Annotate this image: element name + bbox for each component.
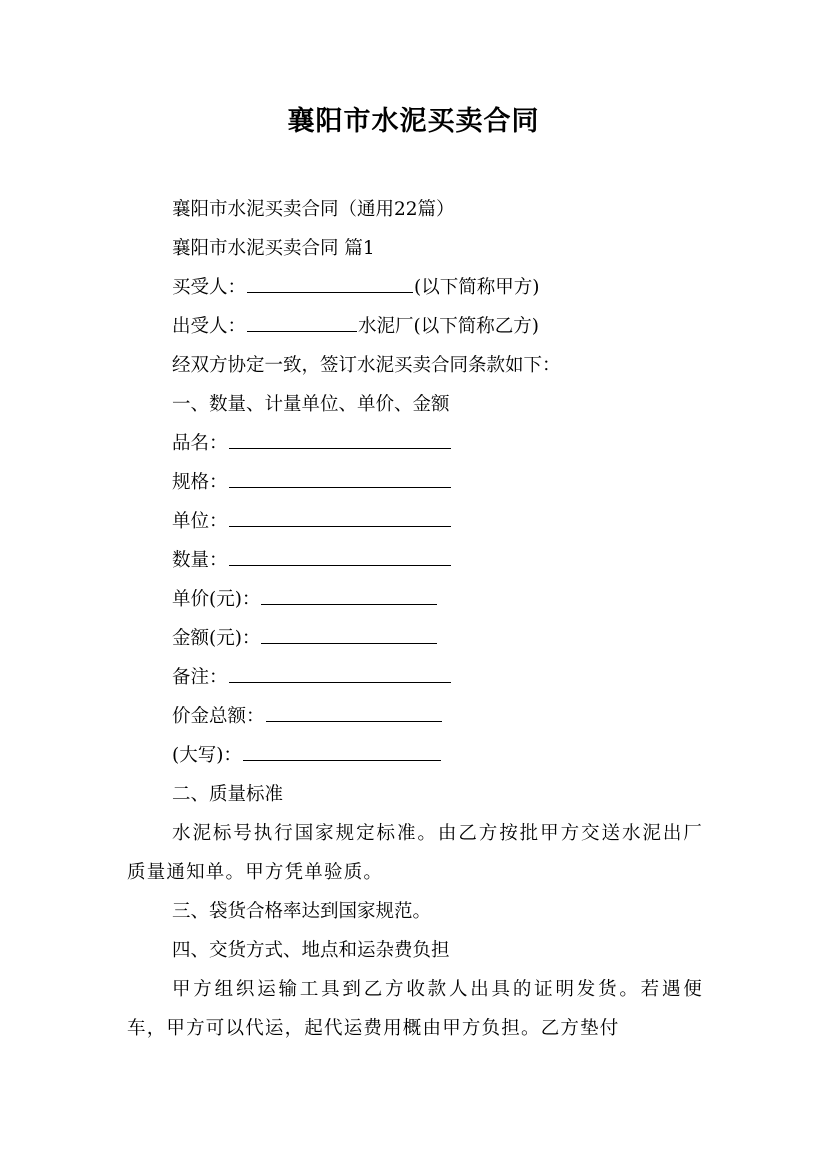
seller-label: 出受人： <box>172 316 247 337</box>
unit-line <box>127 502 703 541</box>
capital-label: (大写)： <box>172 745 242 766</box>
unit-price-line <box>127 580 703 619</box>
document-body <box>127 190 703 1048</box>
total-label: 价金总额： <box>172 706 265 727</box>
section-2-heading: 二、质量标准 <box>172 784 284 805</box>
agreement-line: 经双方协定一致，签订水泥买卖合同条款如下： <box>172 355 561 376</box>
buyer-label: 买受人： <box>172 277 247 298</box>
quantity-label: 数量： <box>172 550 228 571</box>
remark-label: 备注： <box>172 667 228 688</box>
remark-line <box>127 658 703 697</box>
remark-blank <box>229 660 451 683</box>
seller-blank <box>247 309 357 332</box>
seller-line <box>127 307 703 346</box>
section-3-heading: 三、袋货合格率达到国家规范。 <box>172 901 432 922</box>
unit-price-label: 单价(元)： <box>172 589 261 610</box>
total-blank <box>266 699 442 722</box>
quality-paragraph: 水泥标号执行国家规定标准。由乙方按批甲方交送水泥出厂质量通知单。甲方凭单验质。 <box>127 823 703 883</box>
capital-blank <box>243 738 441 761</box>
subtitle-line: 襄阳市水泥买卖合同（通用22篇） <box>172 199 455 220</box>
capital-line <box>127 736 703 775</box>
product-name-label: 品名： <box>172 433 228 454</box>
unit-label: 单位： <box>172 511 228 532</box>
spec-blank <box>229 465 451 488</box>
quantity-line <box>127 541 703 580</box>
buyer-blank <box>247 270 413 293</box>
product-name-line <box>127 424 703 463</box>
amount-label: 金额(元)： <box>172 628 261 649</box>
document-title: 襄阳市水泥买卖合同 <box>287 106 540 137</box>
buyer-line <box>127 268 703 307</box>
amount-line <box>127 619 703 658</box>
buyer-suffix: (以下简称甲方) <box>414 277 540 298</box>
spec-line <box>127 463 703 502</box>
section-4-heading: 四、交货方式、地点和运杂费负担 <box>172 940 450 961</box>
unit-blank <box>229 504 451 527</box>
total-line <box>127 697 703 736</box>
amount-blank <box>261 621 437 644</box>
product-name-blank <box>229 426 451 449</box>
chapter-heading: 襄阳市水泥买卖合同 篇1 <box>172 238 375 259</box>
seller-suffix: 水泥厂(以下简称乙方) <box>358 316 539 337</box>
spec-label: 规格： <box>172 472 228 493</box>
quantity-blank <box>229 543 451 566</box>
unit-price-blank <box>261 582 437 605</box>
section-1-heading: 一、数量、计量单位、单价、金额 <box>172 394 450 415</box>
delivery-paragraph: 甲方组织运输工具到乙方收款人出具的证明发货。若遇便车，甲方可以代运，起代运费用概由甲方负担。乙方垫付 <box>127 979 703 1039</box>
